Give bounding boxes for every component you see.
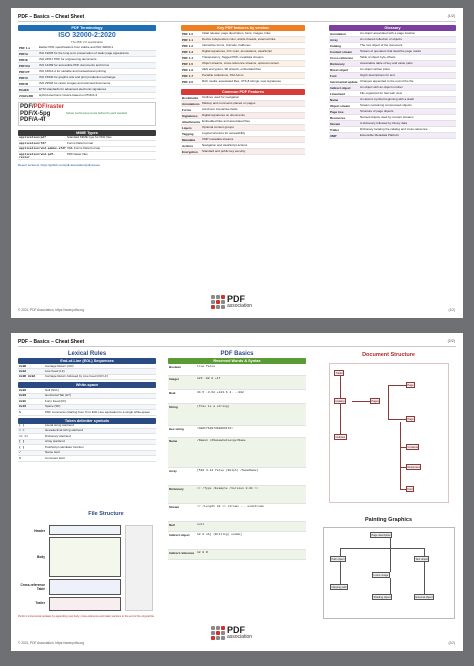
- document-structure-title: Document Structure: [362, 352, 415, 358]
- connector-line: [390, 538, 391, 572]
- table-row: Name An atomic symbol beginning with a slash: [329, 97, 456, 103]
- shading-object-node: Shading object: [373, 595, 391, 599]
- table-row: / Name start: [18, 451, 156, 456]
- eol-header: End-of-Line (EOL) Sequences: [18, 358, 156, 364]
- conformance-note: Subset conformance levels defined by each standard: [66, 112, 128, 116]
- page-number: (2/2): [447, 339, 455, 343]
- table-row: application/fdf Forms Data Format: [18, 141, 156, 146]
- header-label: Header: [34, 529, 45, 533]
- whitespace-table: [18, 388, 156, 415]
- table-row: Stream << /Length 42 >> stream ... endstream: [168, 504, 306, 522]
- terminology-column: [18, 25, 156, 167]
- connector-line: [340, 548, 341, 556]
- table-row: Attachments Embedded files and associated files: [181, 119, 305, 125]
- table-row: Linearized File organized for fast web view: [329, 91, 456, 97]
- conformance-line: PDF/PDF/raster: [20, 104, 65, 110]
- table-row: 0x20 Space (SP): [18, 405, 156, 410]
- table-row: Direct object An object written inline: [329, 67, 456, 73]
- table-row: Stream A dictionary followed by binary data: [329, 121, 456, 127]
- pdf-basics-column: [168, 350, 306, 560]
- delimiter-table: [18, 424, 156, 462]
- connector-line: [390, 578, 391, 594]
- font-node: Font: [407, 487, 413, 491]
- file-structure-title: File Structure: [88, 511, 124, 517]
- page-title: PDF – Basics – Cheat Sheet: [18, 14, 85, 20]
- table-row: PAdES ETSI standards for advanced electronic signatures: [18, 87, 156, 93]
- table-row: PDF 1.5 Object streams, cross-reference streams, optional content: [181, 61, 305, 67]
- table-row: PDF 1.0 Initial release: page description, fonts, images, links: [181, 31, 305, 37]
- mime-table: [18, 136, 156, 160]
- table-row: Annotations Markup and comments placed on pages: [181, 101, 305, 107]
- table-row: Dictionary << /Type /Example /Version 0.01 >>: [168, 486, 306, 504]
- table-row: ( ) Literal string start/end: [18, 424, 156, 429]
- trailer-section: [49, 597, 121, 611]
- glossary-header: Glossary: [329, 25, 456, 31]
- iso-title: ISO 32000-2:2020: [58, 32, 116, 39]
- table-row: Layers Optional content groups: [181, 125, 305, 131]
- table-row: Name /Name1 /ASomewhatLongerName: [168, 438, 306, 468]
- table-row: PDF 1.4 Transparency, Tagged PDF, metadata streams: [181, 55, 305, 61]
- table-row: PDF 1.7 Portable collections, XFA forms: [181, 73, 305, 79]
- table-row: Forms AcroForm interactive fields: [181, 107, 305, 113]
- errata-link[interactable]: Report errata at: https://github.com/pdf-association/pdf-issues: [18, 163, 100, 168]
- footer-page-number: (1/2): [448, 308, 455, 312]
- footer-page-number: (2/2): [448, 641, 455, 645]
- table-row: PDF/VT ISO 16612-2 for variable and transactional printing: [18, 69, 156, 75]
- document-structure-diagram: [329, 363, 449, 503]
- lexical-rules-column: [18, 350, 156, 462]
- table-row: Cross-reference Table of object byte offsets: [329, 55, 456, 61]
- outlines-node: Outlines: [335, 435, 346, 439]
- table-row: PDF/A ISO 19005 for the long-term preservation of static page appearance: [18, 51, 156, 57]
- update-sections: [125, 525, 153, 611]
- common-features-header: Common PDF Features: [181, 89, 305, 95]
- table-row: % PDF comments (starting from % to EOL) are equivalent to a single white-space: [18, 410, 156, 415]
- trailer-label: Trailer: [35, 601, 45, 605]
- terminology-header: PDF Terminology: [18, 25, 156, 31]
- features-header: Key PDF features by version: [181, 25, 305, 31]
- table-row: Signatures Digital signatures on documents: [181, 113, 305, 119]
- logo-icon: [211, 626, 225, 640]
- table-row: PDF 1.2 Interactive forms, Unicode, halftones: [181, 43, 305, 49]
- basics-header: Reserved Words & Syntax: [168, 358, 306, 364]
- table-row: application/vnd.pdf-raster PDF/raster files: [18, 152, 156, 160]
- pdf-basics-title: PDF Basics: [220, 351, 254, 357]
- header-section: [49, 525, 121, 535]
- copyright-footer: © 2021, PDF Association, https://www.pdfa.org: [18, 308, 85, 312]
- table-row: PDF 2.0 Rich media, associated files, UTF-8 strings, new signatures: [181, 79, 305, 85]
- table-row: String (This is a string): [168, 404, 306, 426]
- lexical-rules-title: Lexical Rules: [67, 351, 107, 357]
- table-row: Boolean true false: [168, 364, 306, 376]
- glossary-column: [329, 25, 456, 139]
- table-row: PDF/UA ISO 14289 for accessible PDF documents and forms: [18, 63, 156, 69]
- table-row: Hex string <4E6F762073686D6F7A>: [168, 426, 306, 438]
- table-row: Trailer Dictionary locating the catalog and cross-reference: [329, 127, 456, 133]
- whitespace-header: White-space: [18, 382, 156, 388]
- table-row: XMP Extensible Metadata Platform: [329, 133, 456, 139]
- table-row: Null null: [168, 522, 306, 532]
- logo-subtext: association: [227, 634, 253, 640]
- pdf-association-logo: [211, 626, 252, 640]
- inline-image-node: In-line image: [373, 573, 389, 577]
- painting-graphics-title: Painting Graphics: [364, 517, 413, 523]
- copyright-footer: © 2021, PDF Association, https://www.pdfa.org: [18, 641, 85, 645]
- trailer-node: Trailer: [335, 371, 343, 375]
- logo-wordmark: PDF: [227, 625, 245, 635]
- page-node: Page: [407, 417, 414, 421]
- logo-subtext: association: [227, 303, 253, 309]
- table-row: << >> Dictionary start/end: [18, 434, 156, 439]
- connector-line: [388, 419, 406, 420]
- table-row: PDF 1.1 Device independent color, article threads, external links: [181, 37, 305, 43]
- iso-subtitle: The PDF 2.0 specification: [70, 40, 104, 44]
- table-row: Encryption Standard and public key security: [181, 149, 305, 155]
- table-row: Indirect reference 12 0 R: [168, 550, 306, 560]
- eol-table: [18, 364, 156, 380]
- path-object-node: Path object: [331, 557, 345, 561]
- title-divider: [18, 21, 456, 22]
- page-node: Page: [407, 383, 414, 387]
- table-row: Object stream Stream containing compressed objects: [329, 103, 456, 109]
- conformance-line: PDF/X-5pg: [20, 110, 51, 117]
- table-row: 0x09 Horizontal Tab (HT): [18, 394, 156, 399]
- text-object-node: Text object: [415, 557, 428, 561]
- table-row: PDF 1.x Earlier PDF specifications from Adobe and ISO 32000-1: [18, 45, 156, 51]
- pages-node: Pages: [371, 399, 379, 403]
- body-label: Body: [37, 555, 45, 559]
- xref-label: Cross-reference Table: [20, 583, 45, 591]
- table-row: 0x0C Form Feed (FF): [18, 399, 156, 404]
- mime-header: MIME Types: [18, 130, 156, 136]
- table-row: Array An ordered collection of objects: [329, 37, 456, 43]
- table-row: application/vnd.adobe.xfdf XML Forms Data Format: [18, 147, 156, 152]
- connector-line: [400, 489, 406, 490]
- connector-line: [424, 548, 425, 556]
- features-column: [181, 25, 305, 155]
- common-features-table: [181, 95, 305, 155]
- connector-line: [388, 385, 389, 419]
- table-row: PDF 1.6 AES encryption, 3D artwork, embedded files: [181, 67, 305, 73]
- table-row: % Comment start: [18, 456, 156, 461]
- table-row: { } PostScript calculator function: [18, 445, 156, 450]
- table-row: PDF/X ISO 15930 for graphic arts and print production exchange: [18, 75, 156, 81]
- page-description-node: Page description: [371, 533, 391, 537]
- clipping-path-node: Clipping path: [331, 585, 347, 589]
- painting-graphics-diagram: [323, 527, 455, 619]
- table-row: PDF/R ISO 23504 for raster images and scanned documents: [18, 81, 156, 87]
- glossary-table: [329, 31, 456, 139]
- page-title: PDF – Basics – Cheat Sheet: [18, 339, 85, 345]
- basics-table: [168, 364, 306, 560]
- conformance-line: PDF/A-4f: [20, 117, 46, 124]
- table-row: PDF/E ISO 24517 PDF for engineering documents: [18, 57, 156, 63]
- table-row: Bookmarks Outlines used for navigation: [181, 95, 305, 101]
- connector-line: [340, 376, 341, 398]
- conformance-examples: [18, 102, 156, 126]
- connector-line: [340, 562, 341, 584]
- table-row: 0x00 Null (NUL): [18, 388, 156, 393]
- connector-line: [388, 385, 406, 386]
- table-row: Dictionary Associative table of key and value pairs: [329, 61, 456, 67]
- table-row: Catalog The root object of the document: [329, 43, 456, 49]
- logo-wordmark: PDF: [227, 294, 245, 304]
- connector-line: [400, 467, 406, 468]
- title-divider: [18, 346, 456, 347]
- xref-section: [49, 579, 121, 595]
- table-row: application/pdf Standard MIME type for PDF files: [18, 136, 156, 141]
- connector-line: [400, 422, 401, 489]
- catalog-node: Catalog: [335, 399, 345, 403]
- table-row: Incremental update Changes appended to the end of the file: [329, 79, 456, 85]
- table-row: ZUGFeRD Hybrid electronic invoice based on PDF/A-3: [18, 93, 156, 99]
- table-row: Tagging Logical structure for accessibility: [181, 131, 305, 137]
- cheat-sheet-page-2: [11, 333, 463, 651]
- body-section: [49, 537, 121, 577]
- table-row: Content stream Stream of operators that describe page marks: [329, 49, 456, 55]
- table-row: Indirect object 12 0 obj (Brillig) endobj: [168, 532, 306, 550]
- delimiter-header: Token delimiter symbols: [18, 418, 156, 424]
- pdf-association-logo: [211, 295, 252, 309]
- contents-node: Contents: [407, 445, 418, 449]
- table-row: Real 34.5 -3.62 +123.6 4. -.002: [168, 390, 306, 404]
- table-row: 0x0A Line Feed (LF): [18, 369, 156, 374]
- table-row: Integer 123 -98 0 +17: [168, 376, 306, 390]
- connector-line: [340, 404, 341, 434]
- file-structure-note: Perform incremental updates by appending new body, cross-reference and trailer sections to the end of the original file.: [18, 615, 155, 618]
- connector-line: [340, 548, 424, 549]
- features-table: [181, 31, 305, 85]
- table-row: Metadata XMP metadata streams: [181, 137, 305, 143]
- connector-line: [400, 447, 406, 448]
- table-row: Array [549 3.14 false (Ralph) /SomeName]: [168, 468, 306, 486]
- table-row: Actions Navigation and JavaScript actions: [181, 143, 305, 149]
- table-row: Indirect object An object with an object number: [329, 85, 456, 91]
- external-object-node: External object: [415, 595, 433, 599]
- connector-line: [424, 562, 425, 594]
- terminology-table: [18, 45, 156, 99]
- table-row: PDF 1.3 Digital signatures, ICC color, annotations, JavaScript: [181, 49, 305, 55]
- logo-icon: [211, 295, 225, 309]
- table-row: 0x0D 0x0A Carriage Return followed by Line Feed (CR LF): [18, 375, 156, 380]
- table-row: < > Hexadecimal string start/end: [18, 429, 156, 434]
- connector-line: [352, 401, 370, 402]
- resources-node: Resources: [407, 465, 420, 469]
- table-row: Page tree Structure of page objects: [329, 109, 456, 115]
- table-row: Font Glyph descriptions for text: [329, 73, 456, 79]
- cheat-sheet-page-1: [11, 8, 463, 318]
- table-row: Annotation An object associated with a page location: [329, 31, 456, 37]
- table-row: Resources Named objects used by content streams: [329, 115, 456, 121]
- table-row: [ ] Array start/end: [18, 440, 156, 445]
- table-row: 0x0D Carriage Return (CR): [18, 364, 156, 369]
- page-number: (1/2): [447, 14, 455, 18]
